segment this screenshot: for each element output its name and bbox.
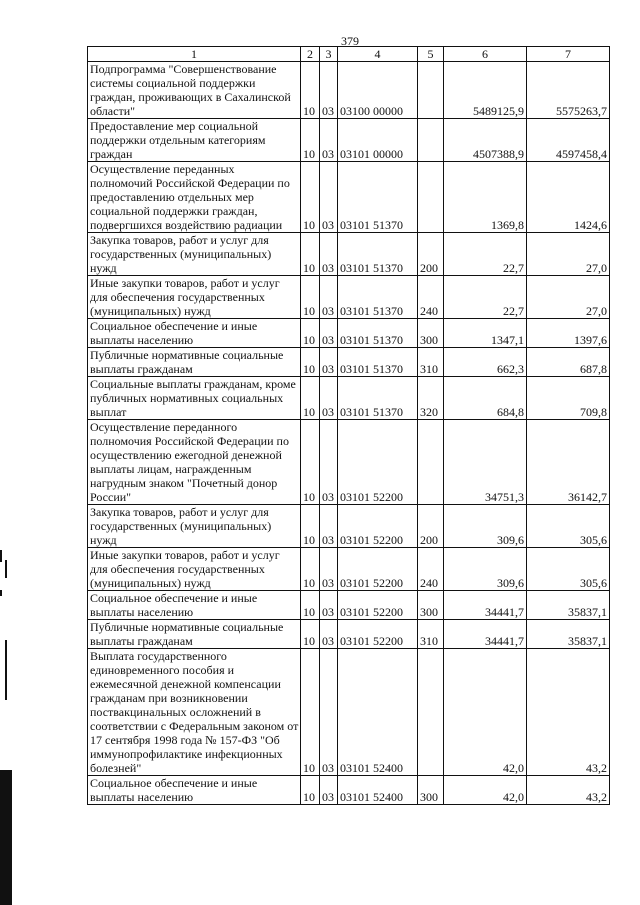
amount-year-2: 36142,7 [527,420,610,505]
expense-type-code: 240 [418,548,444,591]
subsection-code: 03 [320,776,338,805]
subsection-code: 03 [320,377,338,420]
target-article-code: 03101 52400 [338,776,418,805]
row-name: Иные закупки товаров, работ и услуг для обеспечения государственных (муниципальных) нужд [88,548,301,591]
section-code: 10 [301,348,320,377]
header-cell: 4 [338,47,418,62]
expense-type-code: 320 [418,377,444,420]
amount-year-1: 34441,7 [444,620,527,649]
section-code: 10 [301,548,320,591]
table-row [88,119,610,162]
table-row [88,649,610,776]
subsection-code: 03 [320,420,338,505]
table-row [88,233,610,276]
amount-year-1: 662,3 [444,348,527,377]
table-row [88,276,610,319]
amount-year-1: 4507388,9 [444,119,527,162]
amount-year-1: 684,8 [444,377,527,420]
amount-year-1: 1369,8 [444,162,527,233]
row-name: Публичные нормативные социальные выплаты гражданам [88,348,301,377]
expense-type-code: 200 [418,505,444,548]
expense-type-code: 240 [418,276,444,319]
scan-edge-mark [5,560,7,578]
amount-year-2: 1397,6 [527,319,610,348]
amount-year-1: 22,7 [444,233,527,276]
amount-year-1: 42,0 [444,776,527,805]
amount-year-2: 709,8 [527,377,610,420]
table-row [88,505,610,548]
amount-year-2: 43,2 [527,649,610,776]
target-article-code: 03101 52200 [338,505,418,548]
row-name: Публичные нормативные социальные выплаты гражданам [88,620,301,649]
target-article-code: 03101 52200 [338,620,418,649]
amount-year-1: 1347,1 [444,319,527,348]
row-name: Социальные выплаты гражданам, кроме публичных нормативных социальных выплат [88,377,301,420]
expense-type-code [418,119,444,162]
target-article-code: 03101 52400 [338,649,418,776]
amount-year-1: 34441,7 [444,591,527,620]
target-article-code: 03100 00000 [338,62,418,119]
scan-edge-mark [0,550,2,562]
subsection-code: 03 [320,119,338,162]
table-row [88,420,610,505]
row-name: Социальное обеспечение и иные выплаты населению [88,776,301,805]
section-code: 10 [301,119,320,162]
amount-year-2: 27,0 [527,233,610,276]
row-name: Закупка товаров, работ и услуг для государственных (муниципальных) нужд [88,233,301,276]
section-code: 10 [301,233,320,276]
table-row [88,591,610,620]
header-cell: 7 [527,47,610,62]
target-article-code: 03101 52200 [338,548,418,591]
subsection-code: 03 [320,162,338,233]
header-cell: 6 [444,47,527,62]
target-article-code: 03101 00000 [338,119,418,162]
table-row [88,348,610,377]
subsection-code: 03 [320,649,338,776]
amount-year-2: 43,2 [527,776,610,805]
header-cell: 3 [320,47,338,62]
table-row [88,548,610,591]
row-name: Социальное обеспечение и иные выплаты населению [88,319,301,348]
amount-year-2: 4597458,4 [527,119,610,162]
expense-type-code: 310 [418,620,444,649]
amount-year-2: 1424,6 [527,162,610,233]
header-cell: 2 [301,47,320,62]
amount-year-2: 5575263,7 [527,62,610,119]
row-name: Предоставление мер социальной поддержки отдельным категориям граждан [88,119,301,162]
amount-year-1: 22,7 [444,276,527,319]
amount-year-2: 27,0 [527,276,610,319]
scan-edge-mark [0,770,12,905]
section-code: 10 [301,776,320,805]
section-code: 10 [301,591,320,620]
amount-year-1: 309,6 [444,548,527,591]
scan-edge-mark [0,590,2,596]
expense-type-code [418,420,444,505]
row-name: Подпрограмма "Совершенствование системы социальной поддержки граждан, проживающих в Сахалинской области" [88,62,301,119]
target-article-code: 03101 51370 [338,348,418,377]
header-cell: 5 [418,47,444,62]
expense-type-code [418,62,444,119]
expense-type-code [418,649,444,776]
amount-year-2: 35837,1 [527,620,610,649]
table-row [88,319,610,348]
page-number: 379 [341,34,359,48]
expense-type-code: 200 [418,233,444,276]
target-article-code: 03101 51370 [338,162,418,233]
target-article-code: 03101 51370 [338,276,418,319]
section-code: 10 [301,62,320,119]
expense-type-code [418,162,444,233]
budget-table [87,46,610,805]
table-row [88,62,610,119]
section-code: 10 [301,649,320,776]
expense-type-code: 300 [418,319,444,348]
expense-type-code: 300 [418,591,444,620]
subsection-code: 03 [320,233,338,276]
table-row [88,162,610,233]
header-cell: 1 [88,47,301,62]
section-code: 10 [301,620,320,649]
amount-year-1: 309,6 [444,505,527,548]
expense-type-code: 310 [418,348,444,377]
table-row [88,776,610,805]
target-article-code: 03101 52200 [338,591,418,620]
target-article-code: 03101 52200 [338,420,418,505]
amount-year-2: 35837,1 [527,591,610,620]
subsection-code: 03 [320,620,338,649]
subsection-code: 03 [320,548,338,591]
amount-year-1: 42,0 [444,649,527,776]
table-row [88,620,610,649]
section-code: 10 [301,162,320,233]
amount-year-2: 687,8 [527,348,610,377]
target-article-code: 03101 51370 [338,233,418,276]
amount-year-1: 34751,3 [444,420,527,505]
subsection-code: 03 [320,505,338,548]
expense-type-code: 300 [418,776,444,805]
section-code: 10 [301,420,320,505]
subsection-code: 03 [320,319,338,348]
section-code: 10 [301,505,320,548]
amount-year-1: 5489125,9 [444,62,527,119]
section-code: 10 [301,276,320,319]
row-name: Выплата государственного единовременного пособия и ежемесячной денежной компенсации гражданам при возникновении поствакцинальных осложнений в соответствии с Федеральным законом от 17 сентября 1998 года № 157-ФЗ "Об иммунопрофилактике инфекционных болезней" [88,649,301,776]
subsection-code: 03 [320,276,338,319]
subsection-code: 03 [320,591,338,620]
row-name: Иные закупки товаров, работ и услуг для обеспечения государственных (муниципальных) нужд [88,276,301,319]
section-code: 10 [301,377,320,420]
row-name: Закупка товаров, работ и услуг для государственных (муниципальных) нужд [88,505,301,548]
subsection-code: 03 [320,348,338,377]
target-article-code: 03101 51370 [338,319,418,348]
subsection-code: 03 [320,62,338,119]
amount-year-2: 305,6 [527,548,610,591]
target-article-code: 03101 51370 [338,377,418,420]
scan-edge-mark [5,640,7,700]
row-name: Осуществление переданного полномочия Российской Федерации по осуществлению ежегодной денежной выплаты лицам, награжденным нагрудным знаком "Почетный донор России" [88,420,301,505]
row-name: Социальное обеспечение и иные выплаты населению [88,591,301,620]
amount-year-2: 305,6 [527,505,610,548]
table-row [88,377,610,420]
section-code: 10 [301,319,320,348]
row-name: Осуществление переданных полномочий Российской Федерации по предоставлению отдельных мер социальной поддержки граждан, подвергшихся воздействию радиации [88,162,301,233]
table-header-row [88,47,610,62]
